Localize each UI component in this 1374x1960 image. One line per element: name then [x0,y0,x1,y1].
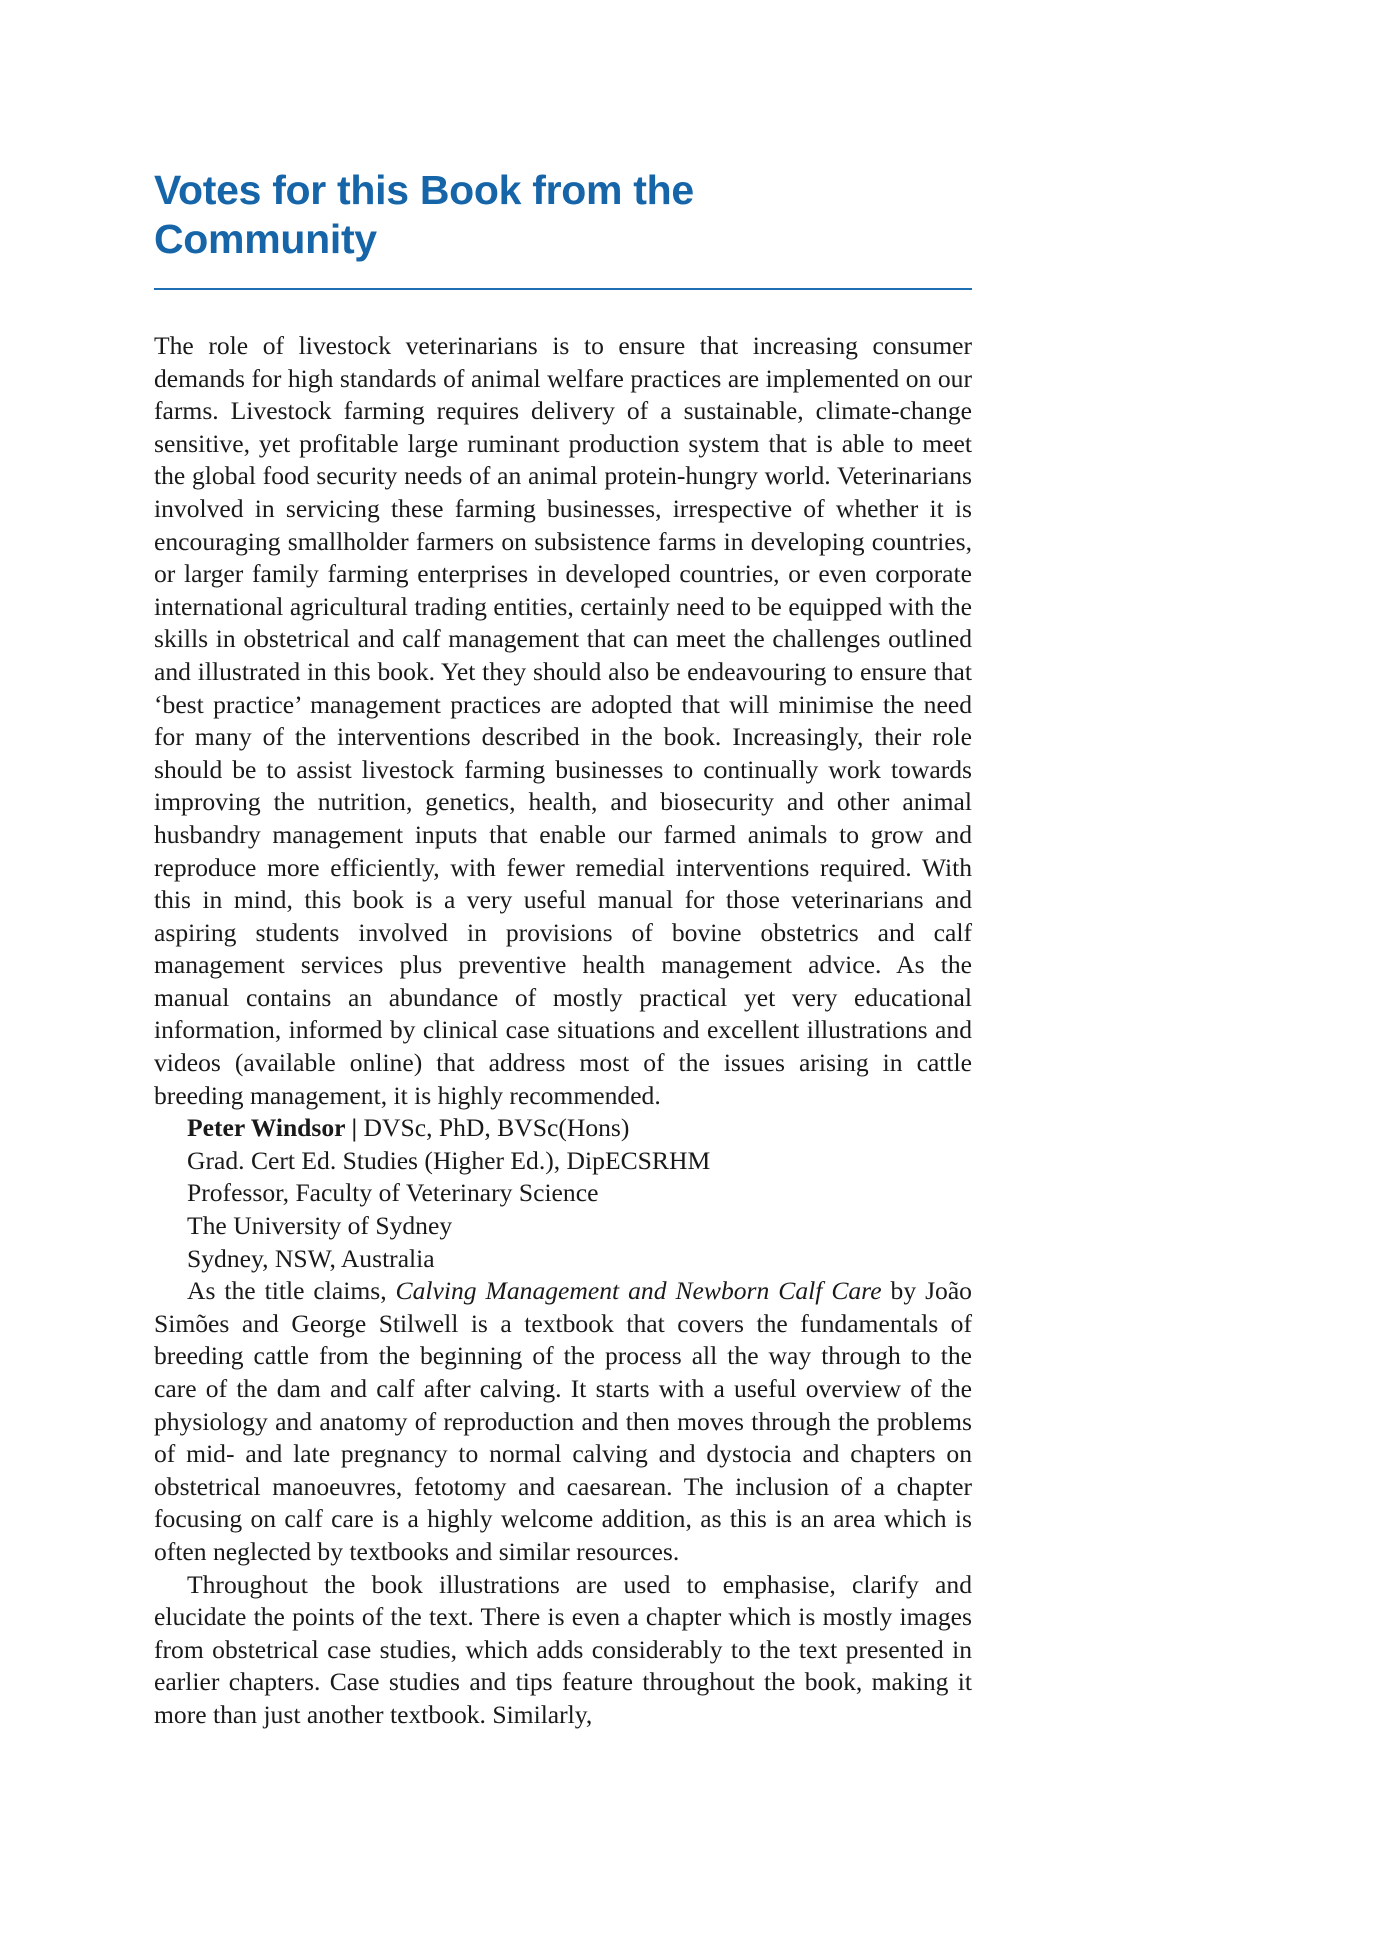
reviewer-degrees: DVSc, PhD, BVSc(Hons) [363,1113,630,1143]
review-2-intro: As the title claims, [187,1276,396,1306]
review-paragraph-2 [154,1275,972,1568]
review-2-body: by João Simões and George Stilwell is a textbook that covers the fundamentals of breeding cattle from the beginning of the process all the way through to the care of the dam and calf after calving. It starts with a useful overview of the physiology and anatomy of reproduction and then moves through the problems of mid- and late pregnancy to normal calving and dystocia and chapters on obstetrical manoeuvres, fetotomy and caesarean. The inclusion of a chapter focusing on calf care is a highly welcome addition, as this is an area which is often neglected by textbooks and similar resources. [154,1276,972,1566]
page-title-line-2: Community [154,216,377,262]
signature-line-4: The University of Sydney [187,1211,453,1241]
signature-line-1 [187,1112,972,1145]
body-text [154,330,972,1732]
book-title: Calving Management and Newborn Calf Care [395,1276,882,1306]
reviewer-name: Peter Windsor [187,1113,346,1143]
page-title-line-1: Votes for this Book from the [154,167,694,213]
page-title [154,166,972,264]
signature-line-5: Sydney, NSW, Australia [187,1243,435,1273]
signature-line-2: Grad. Cert Ed. Studies (Higher Ed.), DipECSRHM [187,1145,711,1175]
title-divider [154,288,972,290]
review-paragraph-1: The role of livestock veterinarians is to ensure that increasing consumer demands for high standards of animal welfare practices are implemented on our farms. Livestock farming requires delivery of a sustainable, climate-change sensitive, yet profitable large ruminant production system that is able to meet the global food security needs of an animal protein-hungry world. Veterinarians involved in servicing these farming businesses, irrespective of whether it is encouraging smallholder farmers on subsistence farms in developing countries, or larger family farming enterprises in developed countries, or even corporate international agricultural trading entities, certainly need to be equipped with the skills in obstetrical and calf management that can meet the challenges outlined and illustrated in this book. Yet they should also be endeavouring to ensure that ‘best practice’ management practices are adopted that will minimise the need for many of the interventions described in the book. Increasingly, their role should be to assist livestock farming businesses to continually work towards improving the nutrition, genetics, health, and biosecurity and other animal husbandry management inputs that enable our farmed animals to grow and reproduce more efficiently, with fewer remedial interventions required. With this in mind, this book is a very useful manual for those veterinarians and aspiring students involved in provisions of bovine obstetrics and calf management services plus preventive health management advice. As the manual contains an abundance of mostly practical yet very educational information, informed by clinical case situations and excellent illustrations and videos (available online) that address most of the issues arising in cattle breeding management, it is highly recommended. [154,331,972,1110]
review-paragraph-3: Throughout the book illustrations are used to emphasise, clarify and elucidate the points of the text. There is even a chapter which is mostly images from obstetrical case studies, which adds considerably to the text presented in earlier chapters. Case studies and tips feature throughout the book, making it more than just another textbook. Similarly, [154,1569,972,1729]
signature-line-3: Professor, Faculty of Veterinary Science [187,1178,599,1208]
reviewer-signature [154,1112,972,1275]
page [154,166,972,1732]
signature-separator: | [345,1113,364,1143]
